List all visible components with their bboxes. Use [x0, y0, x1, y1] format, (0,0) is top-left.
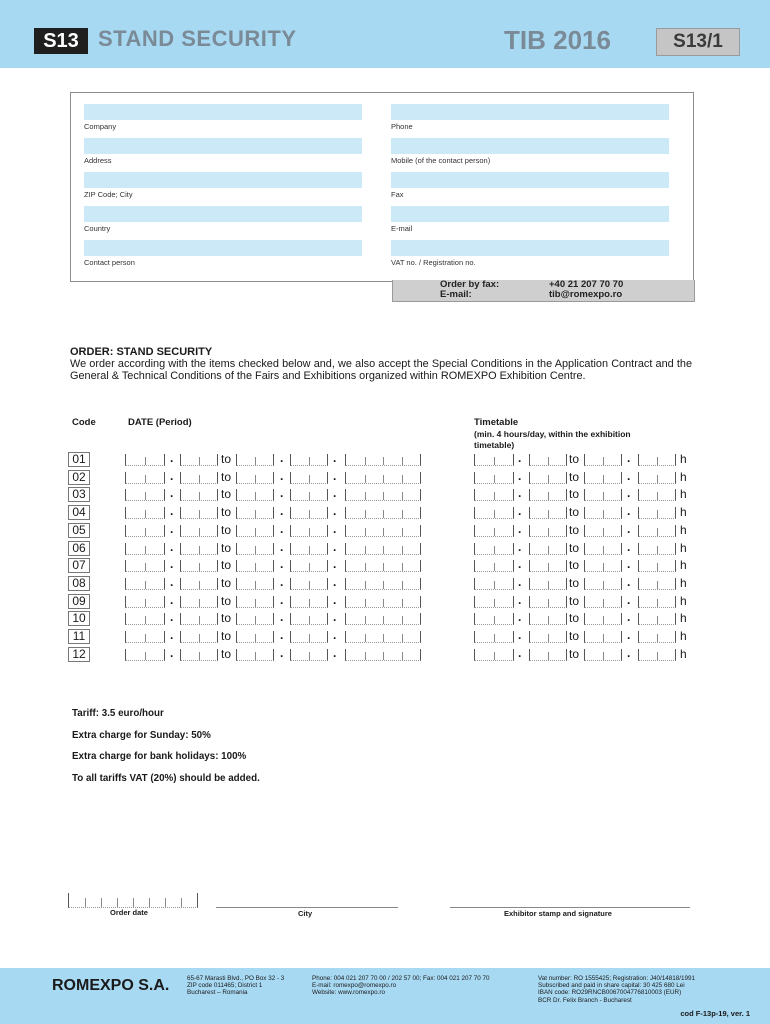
start-day-input[interactable]: [125, 631, 165, 643]
time-separator: .: [627, 486, 631, 501]
date-separator: .: [280, 451, 284, 465]
date-separator: .: [170, 486, 174, 501]
to-label: to: [221, 487, 232, 502]
start-day-input[interactable]: [125, 454, 165, 466]
hour-unit: h: [680, 646, 687, 661]
end-minute-input[interactable]: [638, 543, 676, 555]
end-month-input[interactable]: [290, 489, 328, 501]
start-minute-input[interactable]: [529, 613, 567, 625]
time-separator: .: [518, 486, 522, 501]
hour-unit: h: [680, 522, 687, 537]
row-code: 11: [68, 629, 90, 644]
to-label: to: [221, 575, 232, 590]
time-separator: .: [518, 504, 522, 519]
hour-unit: h: [680, 575, 687, 590]
end-hour-input[interactable]: [584, 578, 622, 590]
vat-note: To all tariffs VAT (20%) should be added.: [72, 773, 260, 784]
right-field-label: Phone: [391, 122, 413, 131]
end-minute-input[interactable]: [638, 525, 676, 537]
date-separator: .: [280, 504, 284, 519]
date-separator: .: [170, 451, 174, 465]
to-label: to: [569, 629, 580, 643]
hour-unit: h: [680, 558, 687, 573]
to-label: to: [569, 540, 580, 555]
hour-unit: h: [680, 505, 687, 520]
end-minute-input[interactable]: [638, 596, 676, 608]
city-line[interactable]: [216, 907, 398, 908]
left-field-label: Company: [84, 122, 117, 131]
date-separator: .: [333, 592, 337, 607]
sunday-charge: Extra charge for Sunday: 50%: [72, 730, 211, 741]
start-hour-input[interactable]: [474, 525, 514, 537]
start-month-input[interactable]: [180, 613, 218, 625]
start-minute-input[interactable]: [529, 525, 567, 537]
start-month-input[interactable]: [180, 454, 218, 466]
right-field-2[interactable]: [391, 172, 669, 188]
left-field-3[interactable]: [84, 206, 362, 222]
time-separator: .: [518, 592, 522, 607]
right-field-label: Fax: [391, 190, 404, 199]
end-month-input[interactable]: [290, 525, 328, 537]
start-hour-input[interactable]: [474, 578, 514, 590]
end-minute-input[interactable]: [638, 649, 676, 661]
legal-line: Vat number: RO 1555425; Registration: J40/14818/1991: [538, 975, 696, 982]
row-code: 03: [68, 487, 90, 502]
start-day-input[interactable]: [125, 596, 165, 608]
timetable-note: (min. 4 hours/day, within the exhibition timetable): [474, 429, 631, 450]
start-month-input[interactable]: [180, 489, 218, 501]
start-hour-input[interactable]: [474, 507, 514, 519]
year-input[interactable]: [345, 578, 421, 590]
email-label: E-mail:: [440, 289, 472, 300]
hour-unit: h: [680, 593, 687, 608]
end-day-input[interactable]: [236, 489, 274, 501]
start-month-input[interactable]: [180, 472, 218, 484]
time-separator: .: [518, 557, 522, 572]
right-field-label: VAT no. / Registration no.: [391, 258, 476, 267]
start-month-input[interactable]: [180, 631, 218, 643]
time-separator: .: [627, 592, 631, 607]
date-separator: .: [280, 468, 284, 483]
date-separator: .: [170, 539, 174, 554]
start-day-input[interactable]: [125, 472, 165, 484]
left-field-label: Country: [84, 224, 111, 233]
to-label: to: [569, 522, 580, 537]
date-separator: .: [280, 592, 284, 607]
end-month-input[interactable]: [290, 560, 328, 572]
date-separator: .: [333, 610, 337, 625]
end-month-input[interactable]: [290, 543, 328, 555]
start-hour-input[interactable]: [474, 649, 514, 661]
end-hour-input[interactable]: [584, 596, 622, 608]
start-hour-input[interactable]: [474, 560, 514, 572]
start-minute-input[interactable]: [529, 560, 567, 572]
left-field-label: Address: [84, 156, 112, 165]
end-day-input[interactable]: [236, 649, 274, 661]
to-label: to: [569, 558, 580, 573]
row-code: 12: [68, 647, 90, 662]
date-separator: .: [280, 539, 284, 554]
row-code: 07: [68, 558, 90, 573]
row-code: 08: [68, 576, 90, 591]
year-input[interactable]: [345, 596, 421, 608]
end-month-input[interactable]: [290, 472, 328, 484]
company-contact: [312, 975, 490, 997]
left-field-0[interactable]: [84, 104, 362, 120]
start-month-input[interactable]: [180, 543, 218, 555]
start-month-input[interactable]: [180, 649, 218, 661]
time-separator: .: [518, 610, 522, 625]
to-label: to: [221, 540, 232, 555]
time-separator: .: [518, 574, 522, 589]
end-minute-input[interactable]: [638, 613, 676, 625]
year-input[interactable]: [345, 454, 421, 466]
year-input[interactable]: [345, 543, 421, 555]
order-date-label: Order date: [110, 908, 148, 917]
start-hour-input[interactable]: [474, 472, 514, 484]
time-separator: .: [518, 645, 522, 660]
year-input[interactable]: [345, 649, 421, 661]
end-hour-input[interactable]: [584, 489, 622, 501]
left-field-label: ZIP Code; City: [84, 190, 133, 199]
start-month-input[interactable]: [180, 525, 218, 537]
end-hour-input[interactable]: [584, 507, 622, 519]
tariff-rate: Tariff: 3.5 euro/hour: [72, 708, 164, 719]
end-day-input[interactable]: [236, 454, 274, 466]
date-column-header: DATE (Period): [128, 417, 192, 428]
event-name: TIB 2016: [504, 25, 611, 55]
to-label: to: [221, 558, 232, 573]
order-text: We order according with the items checked below and, we also accept the Special Conditions in the Application Contract and the General & Technical Conditions of the Fairs and Exhibitions organized within ROMEXPO Exhibition Centre.: [70, 358, 692, 383]
legal-line: BCR Dr. Felix Branch - Bucharest: [538, 996, 632, 1004]
start-minute-input[interactable]: [529, 649, 567, 661]
year-input[interactable]: [345, 631, 421, 643]
start-day-input[interactable]: [125, 525, 165, 537]
start-hour-input[interactable]: [474, 596, 514, 608]
start-minute-input[interactable]: [529, 489, 567, 501]
date-separator: .: [280, 610, 284, 625]
end-day-input[interactable]: [236, 560, 274, 572]
date-separator: .: [280, 486, 284, 501]
to-label: to: [569, 593, 580, 608]
form-reference: cod F-13p-19, ver. 1: [680, 1009, 750, 1018]
year-input[interactable]: [345, 560, 421, 572]
order-date-field[interactable]: [68, 893, 198, 908]
to-label: to: [569, 646, 580, 661]
end-month-input[interactable]: [290, 649, 328, 661]
right-field-1[interactable]: [391, 138, 669, 154]
start-day-input[interactable]: [125, 507, 165, 519]
time-separator: .: [627, 610, 631, 625]
end-minute-input[interactable]: [638, 454, 676, 466]
year-input[interactable]: [345, 489, 421, 501]
right-field-3[interactable]: [391, 206, 669, 222]
start-minute-input[interactable]: [529, 454, 567, 466]
company-legal: [538, 975, 695, 1004]
start-month-input[interactable]: [180, 578, 218, 590]
to-label: to: [221, 646, 232, 661]
year-input[interactable]: [345, 525, 421, 537]
start-month-input[interactable]: [180, 560, 218, 572]
start-day-input[interactable]: [125, 578, 165, 590]
year-input[interactable]: [345, 507, 421, 519]
date-separator: .: [170, 521, 174, 536]
legal-line: Subscribed and paid in share capital: 30 425 680 Lei: [538, 982, 685, 990]
end-day-input[interactable]: [236, 578, 274, 590]
date-separator: .: [170, 645, 174, 660]
row-code: 09: [68, 594, 90, 609]
end-hour-input[interactable]: [584, 631, 622, 643]
end-month-input[interactable]: [290, 578, 328, 590]
start-day-input[interactable]: [125, 560, 165, 572]
date-separator: .: [170, 557, 174, 572]
date-separator: .: [333, 539, 337, 554]
order-by-fax-box: [392, 280, 695, 302]
date-separator: .: [333, 486, 337, 501]
time-separator: .: [627, 539, 631, 554]
row-code: 02: [68, 470, 90, 485]
year-input[interactable]: [345, 472, 421, 484]
address-line: 65-67 Marasti Blvd., PO Box 32 - 3: [187, 975, 285, 982]
left-field-label: Contact person: [84, 258, 135, 267]
to-label: to: [569, 575, 580, 590]
date-separator: .: [333, 451, 337, 465]
start-minute-input[interactable]: [529, 472, 567, 484]
row-code: 01: [68, 452, 90, 467]
date-separator: .: [280, 574, 284, 589]
to-label: to: [221, 452, 232, 466]
order-title: ORDER: STAND SECURITY: [70, 346, 213, 358]
to-label: to: [221, 611, 232, 626]
legal-line: IBAN code: RO29RNCB0067004776810003 (EUR): [538, 989, 682, 997]
to-label: to: [569, 611, 580, 626]
to-label: to: [569, 452, 580, 466]
row-code: 04: [68, 505, 90, 520]
time-separator: .: [627, 628, 631, 642]
row-code: 06: [68, 541, 90, 556]
end-day-input[interactable]: [236, 507, 274, 519]
time-separator: .: [518, 468, 522, 483]
end-hour-input[interactable]: [584, 454, 622, 466]
date-separator: .: [280, 645, 284, 660]
start-hour-input[interactable]: [474, 613, 514, 625]
to-label: to: [569, 505, 580, 520]
date-separator: .: [170, 592, 174, 607]
time-separator: .: [518, 628, 522, 642]
start-minute-input[interactable]: [529, 596, 567, 608]
date-separator: .: [170, 610, 174, 625]
email-address: tib@romexpo.ro: [549, 289, 623, 300]
start-hour-input[interactable]: [474, 631, 514, 643]
end-day-input[interactable]: [236, 613, 274, 625]
date-separator: .: [170, 504, 174, 519]
end-day-input[interactable]: [236, 631, 274, 643]
to-label: to: [221, 629, 232, 643]
time-separator: .: [627, 504, 631, 519]
hour-unit: h: [680, 629, 687, 643]
time-separator: .: [627, 521, 631, 536]
left-field-1[interactable]: [84, 138, 362, 154]
to-label: to: [221, 469, 232, 484]
end-hour-input[interactable]: [584, 543, 622, 555]
end-month-input[interactable]: [290, 507, 328, 519]
start-minute-input[interactable]: [529, 543, 567, 555]
date-separator: .: [280, 557, 284, 572]
left-field-4[interactable]: [84, 240, 362, 256]
start-day-input[interactable]: [125, 649, 165, 661]
address-line: Bucharest – Romania: [187, 989, 248, 997]
date-separator: .: [333, 574, 337, 589]
date-separator: .: [170, 468, 174, 483]
form-code-badge: S13: [34, 28, 88, 54]
company-address: [187, 975, 284, 997]
address-line: ZIP code 011465; District 1: [187, 982, 263, 990]
time-separator: .: [627, 645, 631, 660]
right-field-label: E-mail: [391, 224, 413, 233]
page-code: S13/1: [656, 28, 740, 56]
to-label: to: [221, 522, 232, 537]
start-hour-input[interactable]: [474, 454, 514, 466]
to-label: to: [221, 505, 232, 520]
start-month-input[interactable]: [180, 596, 218, 608]
start-hour-input[interactable]: [474, 489, 514, 501]
start-minute-input[interactable]: [529, 507, 567, 519]
left-field-2[interactable]: [84, 172, 362, 188]
date-separator: .: [333, 521, 337, 536]
end-minute-input[interactable]: [638, 631, 676, 643]
date-separator: .: [333, 557, 337, 572]
end-hour-input[interactable]: [584, 560, 622, 572]
end-day-input[interactable]: [236, 472, 274, 484]
time-separator: .: [518, 521, 522, 536]
contact-line: E-mail: romexpo@romexpo.ro: [312, 982, 397, 990]
fax-number: +40 21 207 70 70: [549, 279, 624, 290]
end-minute-input[interactable]: [638, 489, 676, 501]
start-day-input[interactable]: [125, 543, 165, 555]
end-hour-input[interactable]: [584, 613, 622, 625]
end-hour-input[interactable]: [584, 649, 622, 661]
start-day-input[interactable]: [125, 613, 165, 625]
end-minute-input[interactable]: [638, 507, 676, 519]
date-separator: .: [333, 504, 337, 519]
row-code: 05: [68, 523, 90, 538]
date-separator: .: [333, 645, 337, 660]
date-separator: .: [333, 628, 337, 642]
start-hour-input[interactable]: [474, 543, 514, 555]
fax-label: Order by fax:: [440, 279, 500, 290]
time-separator: .: [627, 557, 631, 572]
date-separator: .: [333, 468, 337, 483]
code-column-header: Code: [72, 417, 96, 428]
end-day-input[interactable]: [236, 525, 274, 537]
end-minute-input[interactable]: [638, 472, 676, 484]
hour-unit: h: [680, 469, 687, 484]
time-separator: .: [627, 468, 631, 483]
time-separator: .: [627, 574, 631, 589]
start-minute-input[interactable]: [529, 578, 567, 590]
end-month-input[interactable]: [290, 454, 328, 466]
end-minute-input[interactable]: [638, 560, 676, 572]
end-hour-input[interactable]: [584, 472, 622, 484]
date-separator: .: [170, 628, 174, 642]
date-separator: .: [280, 521, 284, 536]
date-separator: .: [280, 628, 284, 642]
to-label: to: [569, 469, 580, 484]
time-separator: .: [627, 451, 631, 465]
holiday-charge: Extra charge for bank holidays: 100%: [72, 751, 247, 762]
start-day-input[interactable]: [125, 489, 165, 501]
year-input[interactable]: [345, 613, 421, 625]
start-month-input[interactable]: [180, 507, 218, 519]
end-hour-input[interactable]: [584, 525, 622, 537]
city-label: City: [298, 909, 313, 918]
right-field-0[interactable]: [391, 104, 669, 120]
stamp-line[interactable]: [450, 907, 690, 908]
company-brand: ROMEXPO S.A.: [52, 977, 170, 994]
contact-line: Phone: 004 021 207 70 00 / 202 57 00; Fax: 004 021 207 70 70: [312, 975, 490, 982]
form-title: STAND SECURITY: [98, 26, 297, 51]
right-field-label: Mobile (of the contact person): [391, 156, 491, 165]
hour-unit: h: [680, 611, 687, 626]
time-separator: .: [518, 539, 522, 554]
start-minute-input[interactable]: [529, 631, 567, 643]
time-separator: .: [518, 451, 522, 465]
stamp-label: Exhibitor stamp and signature: [504, 909, 612, 918]
to-label: to: [569, 487, 580, 502]
end-month-input[interactable]: [290, 631, 328, 643]
hour-unit: h: [680, 452, 687, 466]
timetable-column-header: Timetable: [474, 417, 519, 428]
to-label: to: [221, 593, 232, 608]
hour-unit: h: [680, 487, 687, 502]
row-code: 10: [68, 611, 90, 626]
hour-unit: h: [680, 540, 687, 555]
end-day-input[interactable]: [236, 543, 274, 555]
right-field-4[interactable]: [391, 240, 669, 256]
end-month-input[interactable]: [290, 613, 328, 625]
end-minute-input[interactable]: [638, 578, 676, 590]
contact-line: Website: www.romexpo.ro: [312, 989, 386, 997]
end-month-input[interactable]: [290, 596, 328, 608]
end-day-input[interactable]: [236, 596, 274, 608]
date-separator: .: [170, 574, 174, 589]
